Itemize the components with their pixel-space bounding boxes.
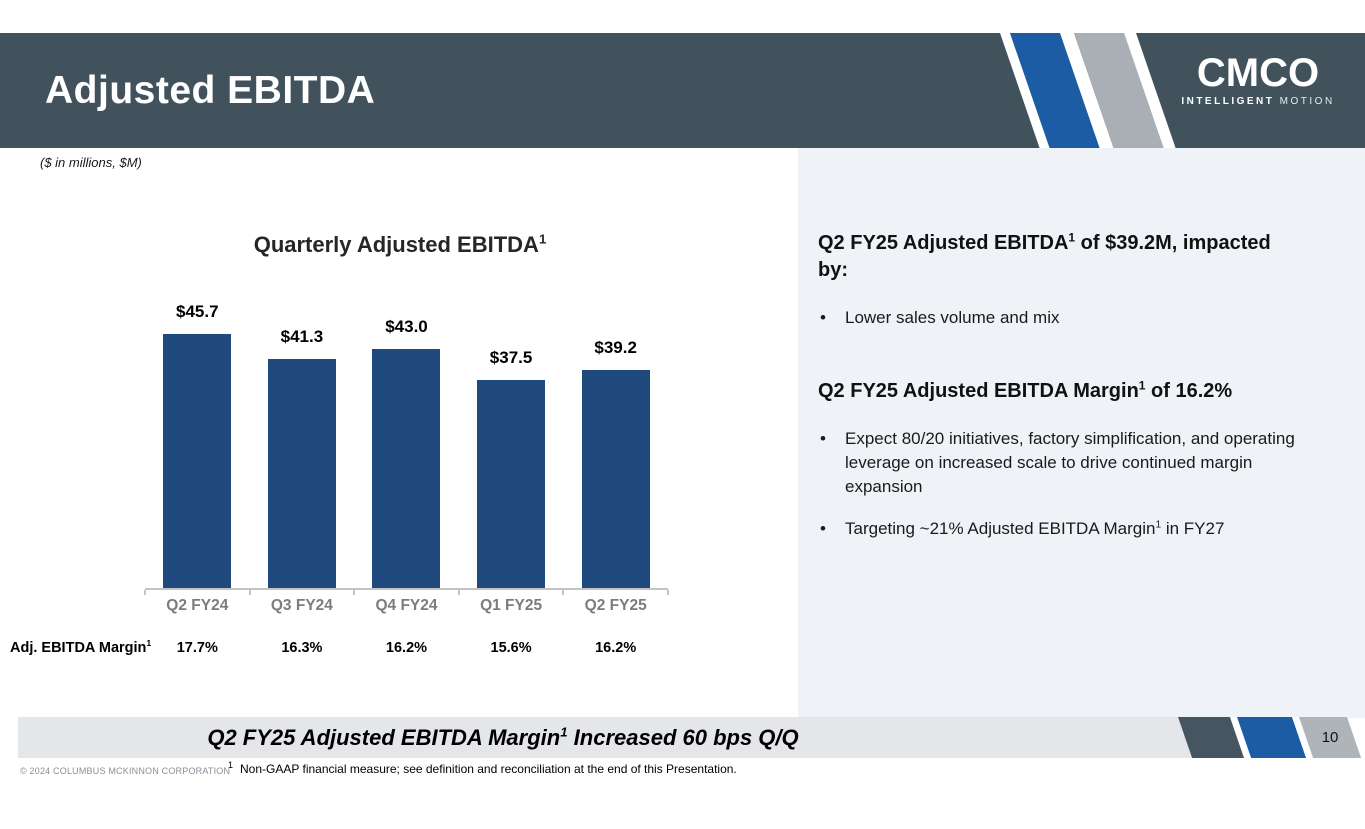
panel-heading-margin: Q2 FY25 Adjusted EBITDA Margin$^1$ of 16.2% xyxy=(818,378,1233,402)
bar xyxy=(163,334,231,588)
margin-row-values xyxy=(145,640,668,656)
axis-tick xyxy=(249,590,251,595)
margin-value: 15.6% xyxy=(490,640,532,656)
chart-title-text: Quarterly Adjusted EBITDA xyxy=(253,232,539,257)
commentary-panel xyxy=(798,148,1365,718)
category-label: Q2 FY24 xyxy=(166,597,229,614)
panel-section-ebitda xyxy=(818,230,1335,330)
bar xyxy=(372,349,440,588)
page-number: 10 xyxy=(1321,729,1339,746)
bar-column xyxy=(459,288,564,588)
bar-column xyxy=(250,288,355,588)
bar-value-label: $39.2 xyxy=(594,338,637,357)
footnote-superscript: 1 xyxy=(228,760,234,770)
tagline-light: MOTION xyxy=(1274,96,1335,107)
units-note: ($ in millions, $M) xyxy=(40,155,142,170)
margin-value: 16.2% xyxy=(385,640,428,656)
margin-value: 17.7% xyxy=(176,640,218,656)
axis-tick xyxy=(667,590,669,595)
axis-tick xyxy=(458,590,460,595)
bullet-item: • Targeting ~21% Adjusted EBITDA Margin$^1$ in FY27 xyxy=(818,517,1318,541)
company-logo xyxy=(1173,53,1343,107)
category-label: Q4 FY24 xyxy=(375,597,438,614)
bullet-list xyxy=(818,427,1318,541)
bullet-item: • Expect 80/20 initiatives, factory simplification, and operating leverage on increased scale to drive continued margin expansion xyxy=(818,427,1318,499)
bar-chart xyxy=(145,288,668,588)
bar-value-label: $43.0 xyxy=(385,317,428,336)
bar xyxy=(268,359,336,588)
axis-tick xyxy=(562,590,564,595)
company-logo-brand: CMCO xyxy=(1196,51,1320,95)
footnote-text: $^1$ Non-GAAP financial measure; see definition and reconciliation at the end of this Presentation. xyxy=(228,760,737,776)
axis-tick xyxy=(144,590,146,595)
x-axis-labels xyxy=(145,597,668,615)
category-label: Q3 FY24 xyxy=(270,597,333,614)
bar-value-label: $41.3 xyxy=(280,327,324,346)
takeaway-banner-text: Q2 FY25 Adjusted EBITDA Margin$^1$ Increased 60 bps Q/Q xyxy=(207,724,799,750)
panel-section-margin xyxy=(818,378,1335,541)
bar-value-label: $45.7 xyxy=(176,302,219,321)
chart-title xyxy=(120,232,680,258)
bar xyxy=(582,370,650,588)
axis-tick xyxy=(353,590,355,595)
bar-column xyxy=(563,288,668,588)
panel-heading-ebitda: Q2 FY25 Adjusted EBITDA$^1$ of $39.2M, impacted by: xyxy=(818,230,1271,281)
bar-column xyxy=(145,288,250,588)
bar-column xyxy=(354,288,459,588)
copyright-text: © 2024 COLUMBUS MCKINNON CORPORATION xyxy=(20,766,231,776)
bullet-list xyxy=(818,306,1318,330)
banner-stripe-page xyxy=(1299,717,1361,758)
category-label: Q1 FY25 xyxy=(480,597,543,614)
company-logo-tagline xyxy=(1173,96,1343,107)
bullet-item: • Lower sales volume and mix xyxy=(818,306,1318,330)
chart-title-superscript: 1 xyxy=(538,231,547,247)
x-axis xyxy=(145,588,668,594)
category-label: Q2 FY25 xyxy=(584,597,647,614)
header-bar xyxy=(0,33,1365,148)
page-title: Adjusted EBITDA xyxy=(45,68,376,112)
bar xyxy=(477,380,545,588)
margin-row-label: Adj. EBITDA Margin$^1$ xyxy=(10,638,152,656)
margin-value: 16.2% xyxy=(595,640,637,656)
tagline-bold: INTELLIGENT xyxy=(1181,96,1275,107)
bar-value-label: $37.5 xyxy=(489,348,533,367)
margin-value: 16.3% xyxy=(281,640,323,656)
